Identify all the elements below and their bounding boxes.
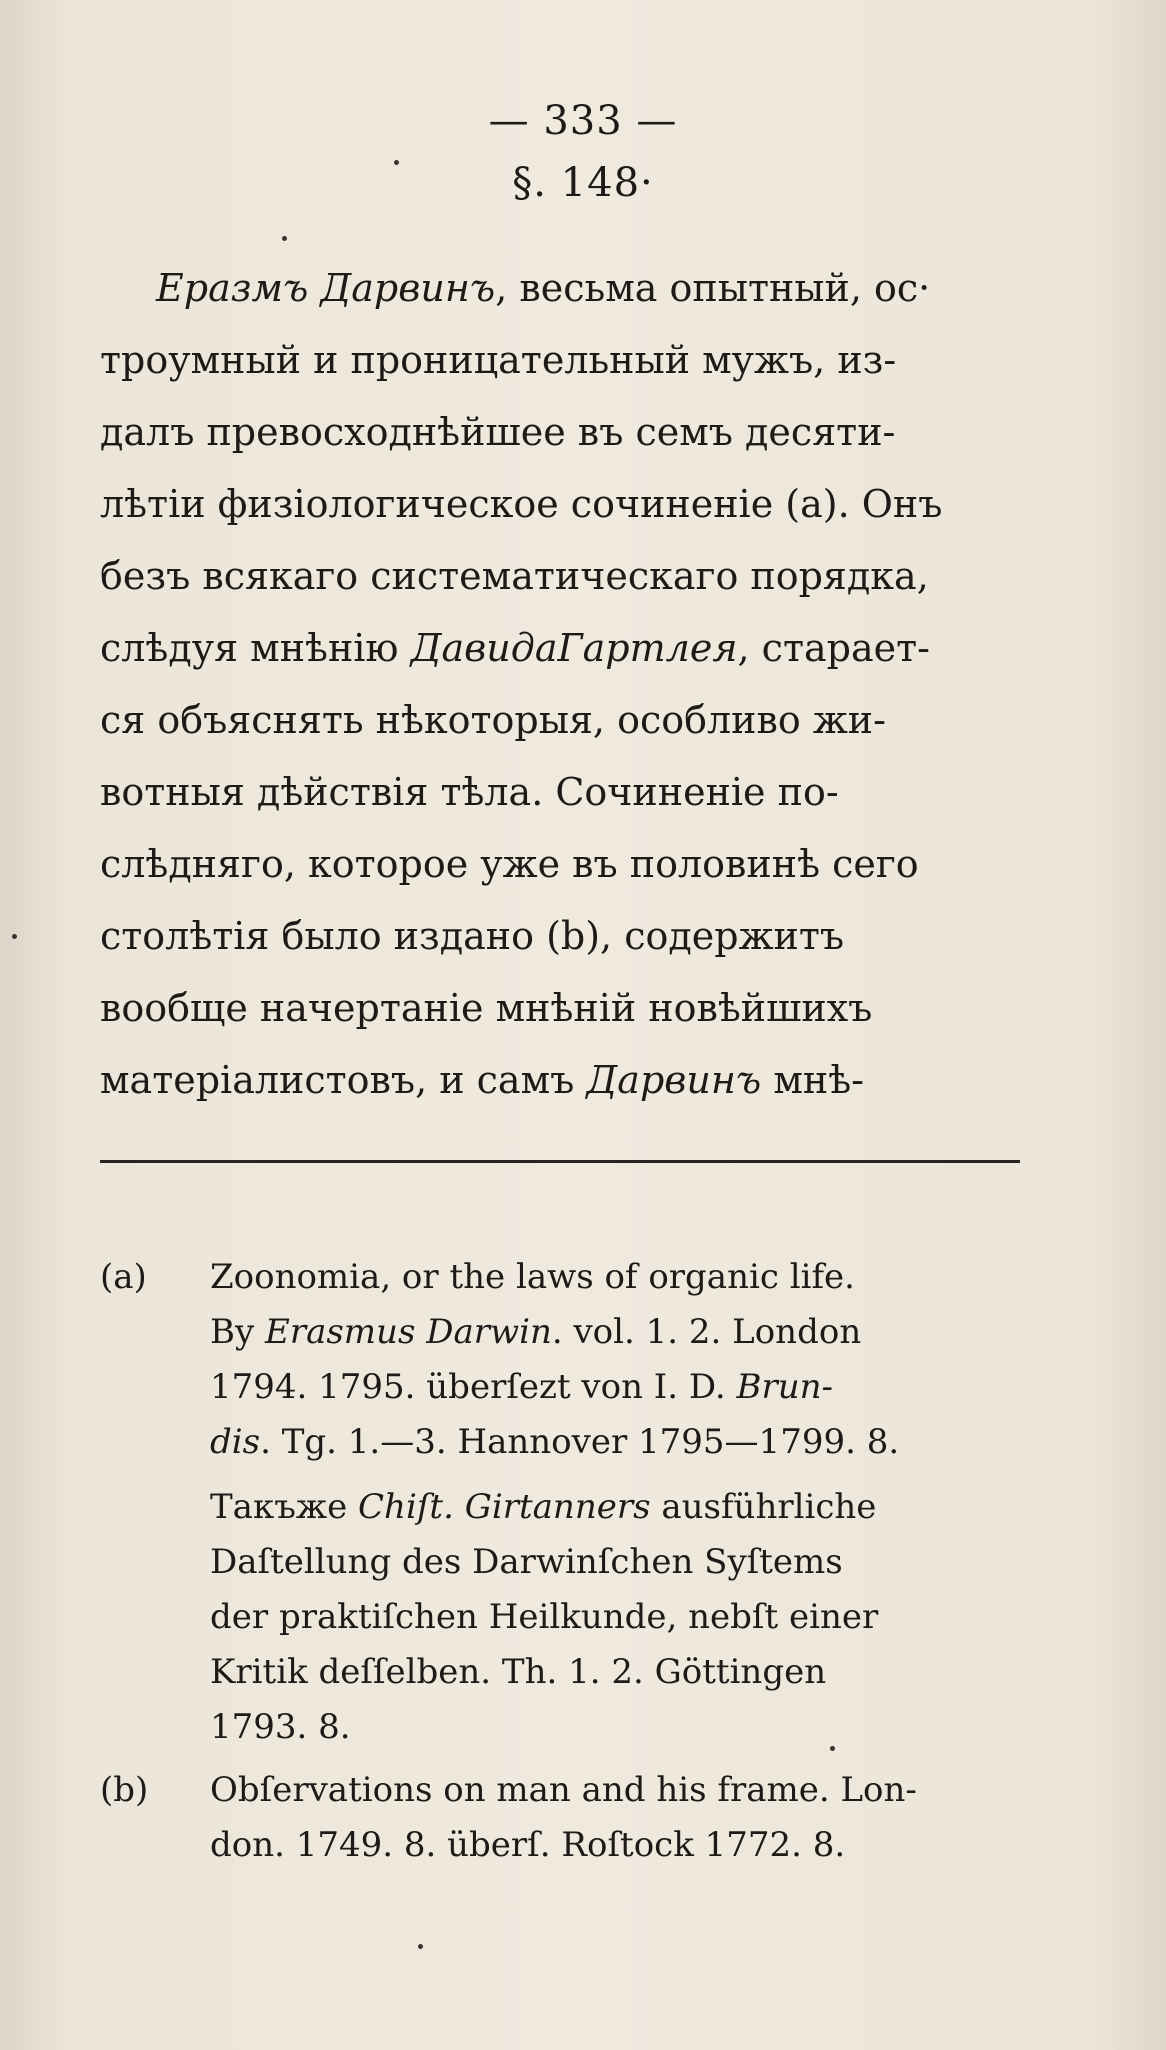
footnote-mark: (b) (100, 1770, 149, 1810)
ink-speck (12, 934, 17, 939)
footnote-mark: (a) (100, 1257, 147, 1297)
text-segment: Kritik deſſelben. Th. 1. 2. Göttingen (210, 1652, 827, 1692)
ink-speck (394, 160, 399, 165)
text-segment: вообще начертаніе мнѣній новѣйшихъ (100, 986, 873, 1030)
author-name-darwin: Дарвинъ (586, 1058, 762, 1102)
text-segment: ausführliche (650, 1487, 877, 1527)
text-line (100, 612, 1022, 684)
text-line (100, 252, 1022, 324)
footnote-line (210, 1305, 1035, 1360)
author-name-hartley: ДавидаГартлея (410, 626, 738, 670)
footnote-line (210, 1415, 1035, 1470)
text-segment: . vol. 1. 2. London (551, 1312, 862, 1352)
page-number: — 333 — (488, 98, 678, 144)
section-number: §. 148· (512, 160, 654, 206)
footnote-line (210, 1763, 1035, 1818)
author-name: dis (210, 1422, 261, 1462)
footnote-line (210, 1535, 1035, 1590)
ink-speck (282, 236, 287, 241)
text-line (100, 684, 1022, 756)
footnotes (100, 1250, 1035, 1881)
text-segment: der praktiſchen Heilkunde, nebſt einer (210, 1597, 879, 1637)
text-segment: Zoonomia, or the laws of organic life. (210, 1257, 855, 1297)
text-line (100, 540, 1022, 612)
text-segment: By (210, 1312, 266, 1352)
text-line (100, 396, 1022, 468)
text-segment: мнѣ- (761, 1058, 864, 1102)
author-name: Chiſt. Girtanners (358, 1487, 651, 1527)
footnote-continuation (210, 1480, 1035, 1755)
text-line (100, 468, 1022, 540)
text-segment: слѣдняго, которое уже въ половинѣ сего (100, 842, 919, 886)
footnote-line (210, 1700, 1035, 1755)
text-segment: ся объяснять нѣкоторыя, особливо жи- (100, 698, 886, 742)
text-segment: , весьма опытный, ос· (495, 266, 931, 310)
text-segment: столѣтія было издано (b), содержитъ (100, 914, 845, 958)
footnote-body (210, 1250, 1035, 1755)
text-segment: . Tg. 1.—3. Hannover 1795—1799. 8. (260, 1422, 900, 1462)
text-line (100, 972, 1022, 1044)
author-name-darwin: Еразмъ Дарвинъ (156, 266, 496, 310)
footnote-a (100, 1250, 1035, 1755)
footnote-line (210, 1360, 1035, 1415)
text-line (100, 756, 1022, 828)
text-segment: 1794. 1795. überſezt von I. D. (210, 1367, 737, 1407)
footnote-line (210, 1645, 1035, 1700)
text-segment: Такъже (210, 1487, 359, 1527)
text-segment: далъ превосходнѣйшее въ семъ десяти- (100, 410, 896, 454)
body-text (100, 252, 1022, 1116)
footnote-rule (100, 1160, 1020, 1163)
text-segment: троумный и проницательный мужъ, из- (100, 338, 897, 382)
text-line (100, 324, 1022, 396)
footnote-line (210, 1818, 1035, 1873)
text-segment: , старает- (737, 626, 930, 670)
text-segment: матеріалистовъ, и самъ (100, 1058, 587, 1102)
ink-speck (418, 1944, 423, 1949)
text-segment: слѣдуя мнѣнію (100, 626, 411, 670)
author-name: Brun- (736, 1367, 834, 1407)
text-segment: Daſtellung des Darwinſchen Syſtems (210, 1542, 843, 1582)
text-segment: вотныя дѣйствія тѣла. Сочиненіе по- (100, 770, 839, 814)
text-segment: don. 1749. 8. überſ. Roſtock 1772. 8. (210, 1825, 846, 1865)
footnote-line (210, 1480, 1035, 1535)
text-segment: безъ всякаго систематическаго порядка, (100, 554, 929, 598)
footnote-b (100, 1763, 1035, 1873)
text-segment: Obſervations on man and his frame. Lon- (210, 1770, 917, 1810)
text-segment: 1793. 8. (210, 1707, 351, 1747)
ink-speck (830, 1746, 835, 1751)
text-line (100, 900, 1022, 972)
footnote-line (210, 1250, 1035, 1305)
text-line (100, 1044, 1022, 1116)
author-name: Erasmus Darwin (265, 1312, 552, 1352)
footnote-line (210, 1590, 1035, 1645)
text-segment: лѣтіи физіологическое сочиненіе (а). Онъ (100, 482, 943, 526)
text-line (100, 828, 1022, 900)
footnote-body (210, 1763, 1035, 1873)
